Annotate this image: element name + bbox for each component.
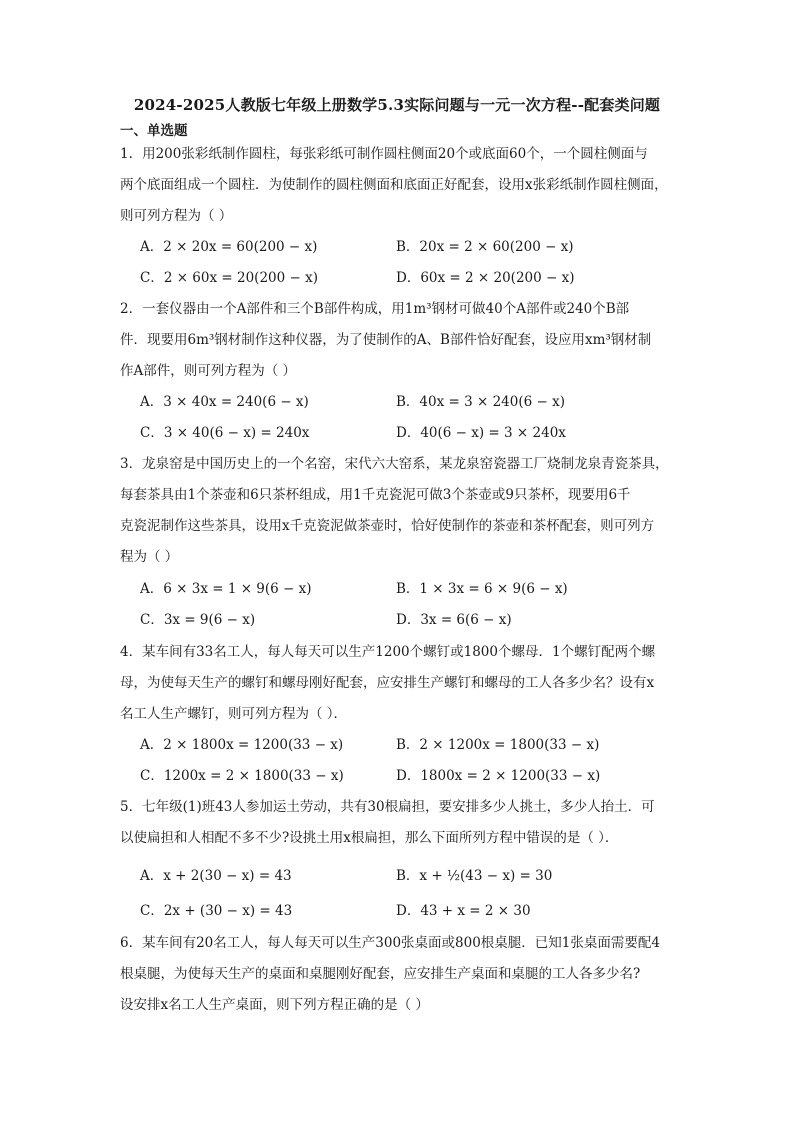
q1-option-d[interactable]: D．60x = 2 × 20(200 − x)	[396, 270, 575, 286]
document-title: 2024-2025人教版七年级上册数学5.3实际问题与一元一次方程--配套类问题	[133, 96, 661, 114]
q5-option-d[interactable]: D．43 + x = 2 × 30	[396, 903, 531, 919]
q6-line-1: 6．某车间有20名工人，每人每天可以生产300张桌面或800根桌腿．已知1张桌面需要配4	[120, 935, 660, 951]
q1-line-2: 两个底面组成一个圆柱．为使制作的圆柱侧面和底面正好配套，设用x张彩纸制作圆柱侧面，	[120, 177, 668, 193]
q3-option-d[interactable]: D．3x = 6(6 − x)	[396, 612, 512, 628]
q4-line-3: 名工人生产螺钉，则可列方程为（ ）．	[120, 706, 348, 722]
q2-option-c[interactable]: C．3 × 40(6 − x) = 240x	[140, 425, 310, 441]
q4-option-c[interactable]: C．1200x = 2 × 1800(33 − x)	[140, 768, 344, 784]
q2-option-a[interactable]: A．3 × 40x = 240(6 − x)	[140, 394, 309, 410]
q2-option-d[interactable]: D．40(6 − x) = 3 × 240x	[396, 425, 566, 441]
q4-option-a[interactable]: A．2 × 1800x = 1200(33 − x)	[140, 737, 344, 753]
q2-line-1: 2．一套仪器由一个A部件和三个B部件构成，用1m³钢材可做40个A部件或240个B部	[120, 301, 630, 317]
q1-line-3: 则可列方程为（ ）	[120, 208, 233, 224]
section-heading: 一、单选题	[120, 123, 188, 139]
q2-line-2: 件．现要用6m³钢材制作这种仪器，为了使制作的A、B部件恰好配套，设应用xm³钢材制	[120, 332, 652, 348]
q5-line-1: 5．七年级(1)班43人参加运土劳动，共有30根扁担，要安排多少人挑土，多少人抬土．可	[120, 799, 655, 815]
q6-line-2: 根桌腿，为使每天生产的桌面和桌腿刚好配套，应安排生产桌面和桌腿的工人各多少名?	[120, 966, 641, 982]
q5-line-2: 以使扁担和人相配不多不少?设挑土用x根扁担，那么下面所列方程中错误的是（ ）．	[120, 830, 619, 846]
q2-option-b[interactable]: B．40x = 3 × 240(6 − x)	[396, 394, 565, 410]
q4-option-d[interactable]: D．1800x = 2 × 1200(33 − x)	[396, 768, 601, 784]
q1-option-b[interactable]: B．20x = 2 × 60(200 − x)	[396, 239, 574, 255]
q1-option-c[interactable]: C．2 × 60x = 20(200 − x)	[140, 270, 318, 286]
q1-option-a[interactable]: A．2 × 20x = 60(200 − x)	[140, 239, 318, 255]
q4-line-1: 4．某车间有33名工人，每人每天可以生产1200个螺钉或1800个螺母．1个螺钉配两个螺	[120, 644, 656, 660]
q3-line-3: 克瓷泥制作这些茶具，设用x千克瓷泥做茶壶时，恰好使制作的茶壶和茶杯配套，则可列方	[120, 518, 655, 534]
q2-line-3: 作A部件，则可列方程为（ ）	[120, 363, 297, 379]
q3-option-c[interactable]: C．3x = 9(6 − x)	[140, 612, 256, 628]
q3-line-1: 3．龙泉窑是中国历史上的一个名窑，宋代六大窑系，某龙泉窑瓷器工厂烧制龙泉青瓷茶具，	[120, 456, 669, 472]
q5-option-b[interactable]: B．x + ½(43 − x) = 30	[396, 868, 553, 884]
q3-option-a[interactable]: A．6 × 3x = 1 × 9(6 − x)	[140, 581, 312, 597]
q3-line-4: 程为（ ）	[120, 549, 179, 565]
q4-option-b[interactable]: B．2 × 1200x = 1800(33 − x)	[396, 737, 600, 753]
q3-line-2: 每套茶具由1个茶壶和6只茶杯组成，用1千克瓷泥可做3个茶壶或9只茶杯，现要用6千	[120, 487, 631, 503]
q6-line-3: 设安排x名工人生产桌面，则下列方程正确的是（ ）	[120, 997, 429, 1013]
q3-option-b[interactable]: B．1 × 3x = 6 × 9(6 − x)	[396, 581, 568, 597]
q5-option-c[interactable]: C．2x + (30 − x) = 43	[140, 903, 293, 919]
q4-line-2: 母，为使每天生产的螺钉和螺母刚好配套，应安排生产螺钉和螺母的工人各多少名？设有x	[120, 675, 655, 691]
q5-option-a[interactable]: A．x + 2(30 − x) = 43	[140, 868, 292, 884]
q1-line-1: 1．用200张彩纸制作圆柱，每张彩纸可制作圆柱侧面20个或底面60个，一个圆柱侧面与	[120, 146, 648, 162]
